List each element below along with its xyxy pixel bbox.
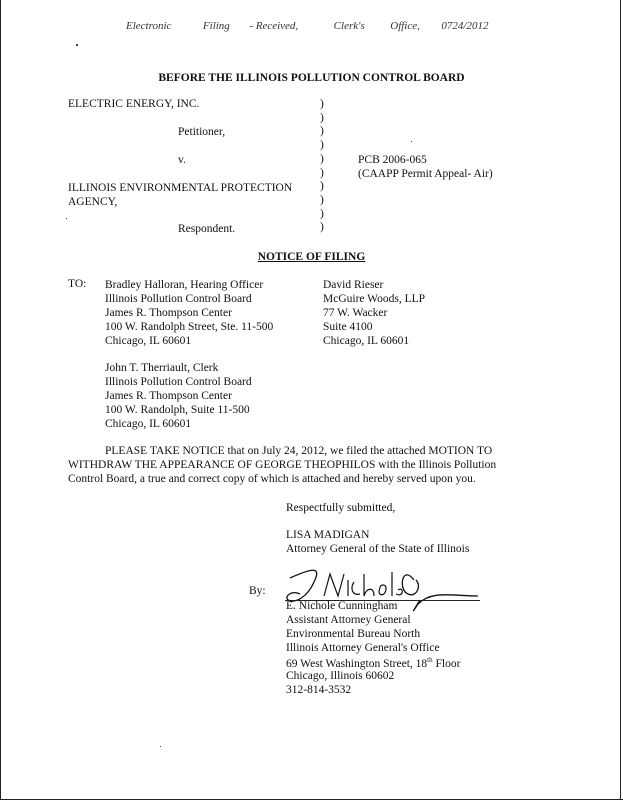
address-line: John T. Therriault, Clerk	[105, 362, 219, 374]
header-part: Electronic	[126, 20, 172, 32]
paren: )	[320, 207, 324, 220]
address-line: James R. Thompson Center	[105, 390, 232, 402]
street-sup: th	[427, 656, 433, 664]
page-border-right	[620, 0, 621, 800]
header-part: Office,	[390, 20, 420, 32]
paren: )	[320, 152, 324, 165]
respondent-line1: ILLINOIS ENVIRONMENTAL PROTECTION	[68, 182, 293, 194]
street-floor: Floor	[432, 657, 461, 670]
address-line: Illinois Pollution Control Board	[105, 293, 252, 305]
office: Illinois Attorney General's Office	[286, 642, 440, 654]
body-line-3: Control Board, a true and correct copy of which is attached and hereby served upon you.	[68, 473, 476, 485]
paren: )	[320, 139, 324, 152]
speck	[160, 746, 161, 747]
attorney-general-name: LISA MADIGAN	[286, 529, 370, 541]
paren: )	[320, 180, 324, 193]
paren: )	[320, 111, 324, 124]
paren: )	[320, 193, 324, 206]
body-line-2: WITHDRAW THE APPEARANCE OF GEORGE THEOPHILOS with the Illinois Pollution	[68, 459, 497, 471]
address-line: James R. Thompson Center	[105, 307, 232, 319]
address-line: McGuire Woods, LLP	[323, 293, 426, 305]
case-number: PCB 2006-065	[358, 154, 427, 166]
caption-parentheses	[320, 98, 324, 235]
page-border-left	[0, 0, 1, 800]
attorney-general-title: Attorney General of the State of Illinois	[286, 543, 470, 555]
paren: )	[320, 98, 324, 110]
speck	[76, 44, 78, 46]
address-line: Bradley Halloran, Hearing Officer	[105, 279, 264, 291]
street-text: 69 West Washington Street, 18	[286, 657, 428, 670]
respondent-role: Respondent.	[178, 223, 236, 235]
respondent-line2: AGENCY,	[68, 196, 118, 208]
petitioner-name: ELECTRIC ENERGY, INC.	[68, 98, 200, 110]
header-part: 0724/2012	[441, 20, 489, 32]
speck	[66, 218, 67, 219]
address-line: Chicago, IL 60601	[105, 335, 192, 347]
street-address	[286, 656, 460, 670]
paren: )	[320, 125, 324, 138]
recipient-counsel	[323, 278, 425, 348]
city: Chicago, Illinois 60602	[286, 670, 395, 682]
respectfully-submitted: Respectfully submitted,	[286, 502, 396, 514]
address-line: Chicago, IL 60601	[323, 335, 410, 347]
bureau: Environmental Bureau North	[286, 628, 421, 640]
address-line: Illinois Pollution Control Board	[105, 376, 252, 388]
signer-name: E. Nichole Cunningham	[286, 600, 398, 612]
header-part: Filing	[202, 20, 230, 32]
header-part: - Received,	[249, 20, 299, 32]
by-label: By:	[249, 585, 266, 597]
versus: v.	[178, 154, 186, 166]
address-line: Chicago, IL 60601	[105, 418, 192, 430]
petitioner-role: Petitioner,	[178, 126, 226, 138]
board-title: BEFORE THE ILLINOIS POLLUTION CONTROL BOARD	[158, 72, 465, 84]
recipient-hearing-officer	[105, 278, 273, 348]
recipient-clerk	[105, 361, 252, 431]
address-line: 77 W. Wacker	[323, 307, 388, 319]
address-line: David Rieser	[323, 279, 384, 291]
speck	[411, 141, 412, 142]
notice-title: NOTICE OF FILING	[257, 251, 366, 263]
address-line: Suite 4100	[323, 321, 373, 333]
case-type: (CAAPP Permit Appeal- Air)	[358, 168, 493, 180]
paren: )	[320, 221, 324, 234]
signer-title: Assistant Attorney General	[286, 614, 411, 626]
to-label: TO:	[68, 278, 87, 290]
address-line: 100 W. Randolph, Suite 11-500	[105, 404, 250, 416]
header-part: Clerk's	[333, 20, 365, 32]
paren: )	[320, 166, 324, 179]
phone: 312-814-3532	[286, 684, 352, 696]
address-line: 100 W. Randolph Street, Ste. 11-500	[105, 321, 274, 333]
filing-stamp-header	[126, 20, 488, 32]
body-line-1: PLEASE TAKE NOTICE that on July 24, 2012, we filed the attached MOTION TO	[105, 445, 493, 457]
